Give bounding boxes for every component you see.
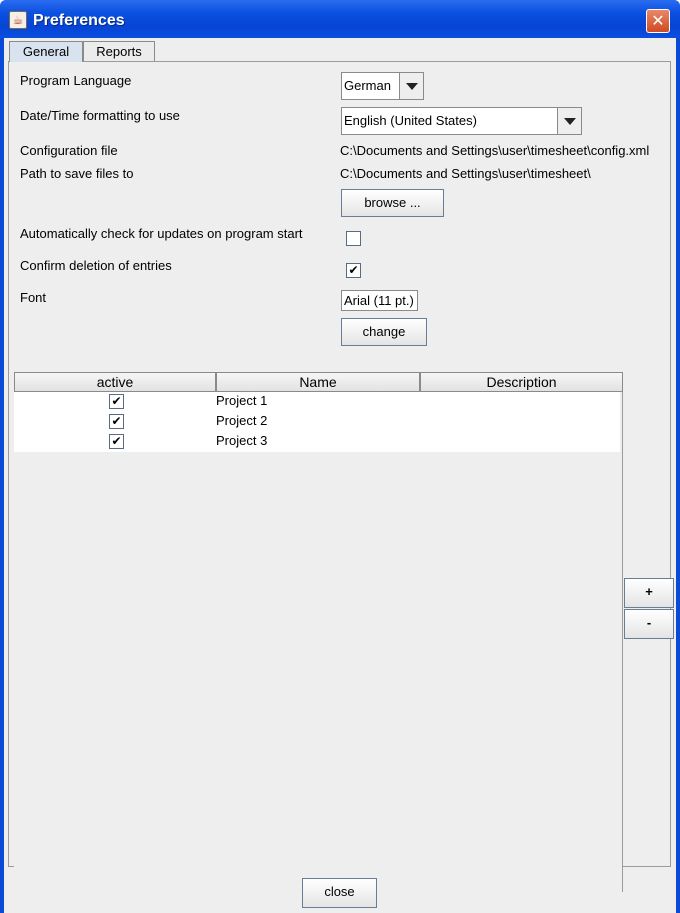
table-row[interactable] — [14, 432, 620, 452]
font-value-field: Arial (11 pt.) — [341, 290, 418, 311]
auto-update-label: Automatically check for updates on program start — [20, 226, 303, 241]
project-active-checkbox[interactable]: ✔ — [109, 434, 124, 449]
project-name: Project 2 — [216, 413, 268, 428]
config-file-label: Configuration file — [20, 143, 118, 158]
date-format-value: English (United States) — [344, 113, 477, 128]
confirm-delete-checkbox[interactable]: ✔ — [346, 263, 361, 278]
font-label: Font — [20, 290, 47, 305]
general-panel — [8, 61, 671, 867]
project-name: Project 1 — [216, 393, 268, 408]
auto-update-checkbox[interactable] — [346, 231, 361, 246]
tab-general[interactable]: General — [9, 41, 83, 62]
java-cup-icon: ☕ — [9, 11, 27, 29]
table-row[interactable] — [14, 412, 620, 432]
table-body — [14, 392, 620, 452]
tab-reports[interactable]: Reports — [83, 41, 155, 62]
projects-table — [14, 372, 623, 892]
add-project-button[interactable]: + — [624, 578, 674, 608]
save-path-label: Path to save files to — [20, 166, 134, 181]
confirm-delete-label: Confirm deletion of entries — [20, 258, 172, 273]
program-language-label: Program Language — [20, 73, 132, 88]
remove-project-button[interactable]: - — [624, 609, 674, 639]
project-active-checkbox[interactable]: ✔ — [109, 394, 124, 409]
close-icon: ✕ — [651, 11, 665, 30]
window-title: Preferences — [33, 12, 125, 29]
close-button[interactable]: close — [302, 878, 377, 908]
column-header-description[interactable]: Description — [420, 372, 623, 392]
table-header — [14, 372, 623, 392]
date-format-label: Date/Time formatting to use — [20, 108, 180, 123]
chevron-down-icon[interactable] — [557, 108, 581, 134]
browse-button[interactable]: browse ... — [341, 189, 444, 217]
column-header-active[interactable]: active — [14, 372, 216, 392]
close-window-button[interactable] — [646, 9, 670, 33]
table-row[interactable] — [14, 392, 620, 412]
chevron-down-icon[interactable] — [399, 73, 423, 99]
program-language-select[interactable] — [341, 72, 424, 100]
date-format-select[interactable] — [341, 107, 582, 135]
title-bar[interactable] — [0, 0, 680, 38]
config-file-path: C:\Documents and Settings\user\timesheet\config.xml — [340, 143, 650, 158]
project-name: Project 3 — [216, 433, 268, 448]
change-font-button[interactable]: change — [341, 318, 427, 346]
project-active-checkbox[interactable]: ✔ — [109, 414, 124, 429]
column-header-name[interactable]: Name — [216, 372, 420, 392]
save-path-value: C:\Documents and Settings\user\timesheet\ — [340, 166, 591, 181]
dialog-content — [4, 38, 676, 913]
program-language-value: German — [344, 78, 391, 93]
